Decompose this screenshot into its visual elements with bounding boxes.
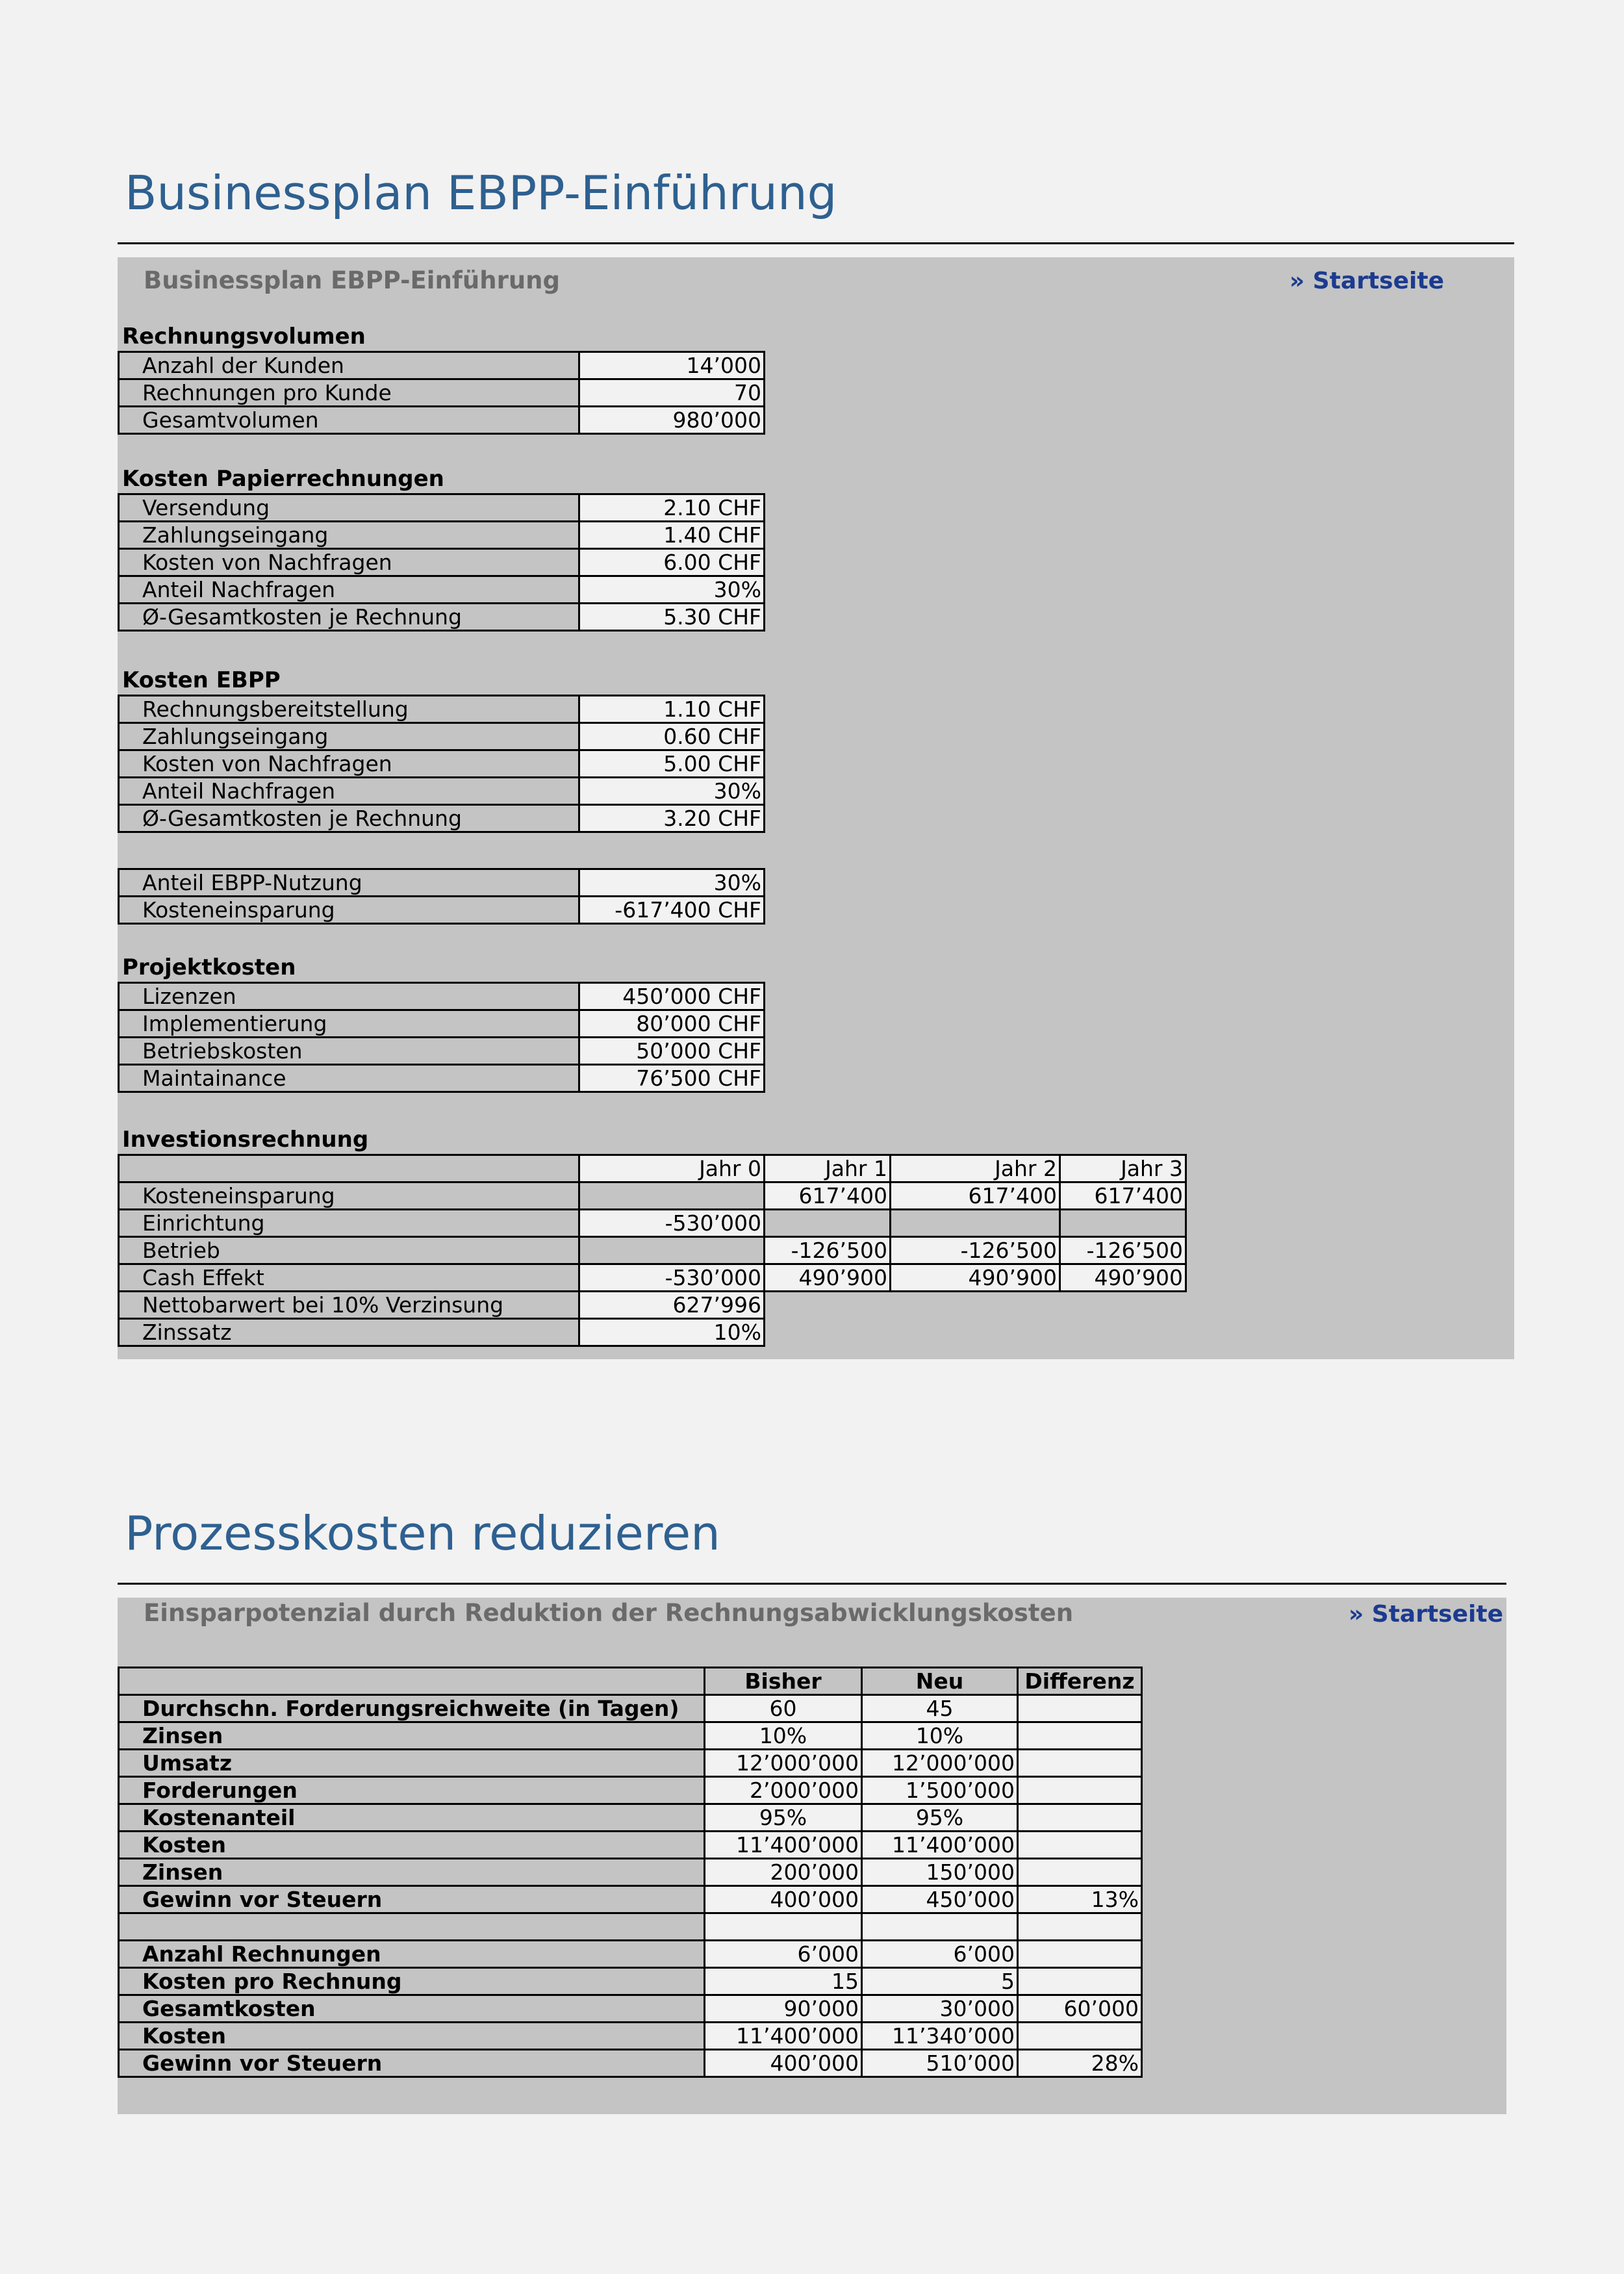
row-label: Anzahl der Kunden xyxy=(119,352,579,379)
row-value: -126’500 xyxy=(1060,1237,1186,1264)
row-value: 617’400 xyxy=(1060,1182,1186,1210)
row-value: 76’500 CHF xyxy=(579,1065,765,1092)
row-label: Lizenzen xyxy=(119,983,579,1010)
table-row xyxy=(119,750,765,778)
panel-title-einsparpotenzial: Einsparpotenzial durch Reduktion der Rechnungsabwicklungskosten xyxy=(144,1599,1074,1627)
table-row xyxy=(119,1995,1142,2023)
papierrechnungen-table xyxy=(118,493,765,632)
table-row xyxy=(119,1319,1186,1346)
row-value: 5.00 CHF xyxy=(579,750,765,778)
column-header: Bisher xyxy=(705,1668,862,1695)
table-row xyxy=(119,604,765,631)
row-value: 0.60 CHF xyxy=(579,723,765,750)
row-label: Cash Effekt xyxy=(119,1264,579,1292)
row-value: -530’000 xyxy=(579,1210,765,1237)
investitionsrechnung-heading: Investionsrechnung xyxy=(122,1127,369,1153)
row-value: 70 xyxy=(579,379,765,407)
table-row xyxy=(119,1065,765,1092)
row-value: -530’000 xyxy=(579,1264,765,1292)
neu-value: 11’340’000 xyxy=(862,2023,1018,2050)
bisher-value: 400’000 xyxy=(705,2050,862,2077)
row-value xyxy=(891,1210,1060,1237)
prozesskosten-table xyxy=(118,1667,1143,2078)
neu-value xyxy=(862,1913,1018,1941)
ebpp-nutzung-table xyxy=(118,868,765,925)
row-label: Rechnungsbereitstellung xyxy=(119,696,579,723)
row-value: -126’500 xyxy=(765,1237,891,1264)
neu-value: 450’000 xyxy=(862,1886,1018,1913)
row-label: Zahlungseingang xyxy=(119,522,579,549)
row-value: 627’996 xyxy=(579,1292,765,1319)
bisher-value: 400’000 xyxy=(705,1886,862,1913)
row-label: Anteil Nachfragen xyxy=(119,576,579,604)
neu-value: 1’500’000 xyxy=(862,1777,1018,1804)
bisher-value: 2’000’000 xyxy=(705,1777,862,1804)
table-row xyxy=(119,778,765,805)
row-value: 1.10 CHF xyxy=(579,696,765,723)
row-value: 30% xyxy=(579,576,765,604)
table-row xyxy=(119,494,765,522)
row-label: Anteil Nachfragen xyxy=(119,778,579,805)
table-row xyxy=(119,1695,1142,1722)
bisher-value: 12’000’000 xyxy=(705,1750,862,1777)
row-value: 2.10 CHF xyxy=(579,494,765,522)
neu-value: 510’000 xyxy=(862,2050,1018,2077)
row-value: 14’000 xyxy=(579,352,765,379)
table-row xyxy=(119,549,765,576)
differenz-value xyxy=(1018,1695,1142,1722)
startseite-link[interactable]: » Startseite xyxy=(1289,268,1444,294)
row-label: Kosten xyxy=(119,2023,705,2050)
table-row xyxy=(119,1237,1186,1264)
row-value: 450’000 CHF xyxy=(579,983,765,1010)
papierrechnungen-heading: Kosten Papierrechnungen xyxy=(122,466,444,492)
table-row xyxy=(119,869,765,897)
row-label: Kosten von Nachfragen xyxy=(119,750,579,778)
differenz-value xyxy=(1018,1722,1142,1750)
differenz-value xyxy=(1018,1777,1142,1804)
bisher-value: 10% xyxy=(705,1722,862,1750)
row-label: Gewinn vor Steuern xyxy=(119,2050,705,2077)
neu-value: 12’000’000 xyxy=(862,1750,1018,1777)
table-row xyxy=(119,1010,765,1038)
differenz-value: 60’000 xyxy=(1018,1995,1142,2023)
kosten-ebpp-table xyxy=(118,695,765,833)
table-row xyxy=(119,1941,1142,1968)
neu-value: 95% xyxy=(862,1804,1018,1832)
row-value xyxy=(765,1210,891,1237)
bisher-value: 6’000 xyxy=(705,1941,862,1968)
row-value: 80’000 CHF xyxy=(579,1010,765,1038)
row-label: Kosten pro Rechnung xyxy=(119,1968,705,1995)
table-header-row xyxy=(119,1668,1142,1695)
differenz-value xyxy=(1018,1941,1142,1968)
differenz-value: 13% xyxy=(1018,1886,1142,1913)
page-title: Businessplan EBPP-Einführung xyxy=(125,166,837,220)
column-header: Jahr 3 xyxy=(1060,1155,1186,1182)
table-row xyxy=(119,1292,1186,1319)
table-row xyxy=(119,696,765,723)
row-label: Ø-Gesamtkosten je Rechnung xyxy=(119,805,579,832)
title-divider xyxy=(118,242,1514,244)
row-label: Einrichtung xyxy=(119,1210,579,1237)
row-value: 490’900 xyxy=(891,1264,1060,1292)
table-row xyxy=(119,1722,1142,1750)
row-label: Rechnungen pro Kunde xyxy=(119,379,579,407)
row-label: Kosten von Nachfragen xyxy=(119,549,579,576)
table-row xyxy=(119,1750,1142,1777)
bisher-value: 15 xyxy=(705,1968,862,1995)
bisher-value: 11’400’000 xyxy=(705,2023,862,2050)
column-header: Neu xyxy=(862,1668,1018,1695)
panel-title: Businessplan EBPP-Einführung xyxy=(144,266,560,294)
row-label: Betrieb xyxy=(119,1237,579,1264)
row-label: Betriebskosten xyxy=(119,1038,579,1065)
projektkosten-heading: Projektkosten xyxy=(122,954,296,980)
table-row xyxy=(119,1210,1186,1237)
neu-value: 10% xyxy=(862,1722,1018,1750)
row-value xyxy=(1060,1210,1186,1237)
differenz-value xyxy=(1018,1804,1142,1832)
section-divider xyxy=(118,1583,1506,1585)
row-label: Kostenanteil xyxy=(119,1804,705,1832)
row-label: Umsatz xyxy=(119,1750,705,1777)
table-row xyxy=(119,723,765,750)
column-header: Jahr 0 xyxy=(579,1155,765,1182)
row-label: Anteil EBPP-Nutzung xyxy=(119,869,579,897)
table-row xyxy=(119,983,765,1010)
row-value: 50’000 CHF xyxy=(579,1038,765,1065)
row-label: Versendung xyxy=(119,494,579,522)
row-label xyxy=(119,1913,705,1941)
row-value xyxy=(579,1237,765,1264)
row-label: Anzahl Rechnungen xyxy=(119,1941,705,1968)
row-value: 6.00 CHF xyxy=(579,549,765,576)
neu-value: 5 xyxy=(862,1968,1018,1995)
rechnungsvolumen-heading: Rechnungsvolumen xyxy=(122,324,366,350)
table-row xyxy=(119,1777,1142,1804)
row-value: 3.20 CHF xyxy=(579,805,765,832)
table-row xyxy=(119,379,765,407)
table-row xyxy=(119,1038,765,1065)
row-label: Kosteneinsparung xyxy=(119,1182,579,1210)
row-label: Maintainance xyxy=(119,1065,579,1092)
table-row xyxy=(119,2050,1142,2077)
table-row xyxy=(119,2023,1142,2050)
row-label: Nettobarwert bei 10% Verzinsung xyxy=(119,1292,579,1319)
column-header: Jahr 1 xyxy=(765,1155,891,1182)
table-row xyxy=(119,1264,1186,1292)
row-value: 617’400 xyxy=(891,1182,1060,1210)
row-value: -126’500 xyxy=(891,1237,1060,1264)
table-header-row xyxy=(119,1155,1186,1182)
row-label: Zinsen xyxy=(119,1722,705,1750)
bisher-value: 90’000 xyxy=(705,1995,862,2023)
table-row xyxy=(119,407,765,434)
section-title-prozesskosten: Prozesskosten reduzieren xyxy=(125,1506,720,1561)
table-row xyxy=(119,805,765,832)
bisher-value: 95% xyxy=(705,1804,862,1832)
row-value xyxy=(579,1182,765,1210)
differenz-value xyxy=(1018,1859,1142,1886)
table-row xyxy=(119,1968,1142,1995)
row-label: Zinsen xyxy=(119,1859,705,1886)
row-label: Kosten xyxy=(119,1832,705,1859)
neu-value: 30’000 xyxy=(862,1995,1018,2023)
table-row xyxy=(119,576,765,604)
table-row xyxy=(119,1859,1142,1886)
neu-value: 150’000 xyxy=(862,1859,1018,1886)
row-label: Durchschn. Forderungsreichweite (in Tagen) xyxy=(119,1695,705,1722)
row-label: Forderungen xyxy=(119,1777,705,1804)
row-value: -617’400 CHF xyxy=(579,897,765,924)
row-value: 490’900 xyxy=(765,1264,891,1292)
rechnungsvolumen-table xyxy=(118,351,765,435)
row-value: 5.30 CHF xyxy=(579,604,765,631)
table-row xyxy=(119,522,765,549)
projektkosten-table xyxy=(118,982,765,1093)
row-value: 980’000 xyxy=(579,407,765,434)
row-value: 30% xyxy=(579,869,765,897)
differenz-value xyxy=(1018,2023,1142,2050)
differenz-value xyxy=(1018,1750,1142,1777)
row-label: Gewinn vor Steuern xyxy=(119,1886,705,1913)
row-value: 617’400 xyxy=(765,1182,891,1210)
table-row xyxy=(119,352,765,379)
differenz-value xyxy=(1018,1832,1142,1859)
investitionsrechnung-table xyxy=(118,1154,1187,1347)
neu-value: 6’000 xyxy=(862,1941,1018,1968)
row-label: Ø-Gesamtkosten je Rechnung xyxy=(119,604,579,631)
header-empty-cell xyxy=(119,1668,705,1695)
bisher-value: 60 xyxy=(705,1695,862,1722)
row-label: Implementierung xyxy=(119,1010,579,1038)
column-header: Jahr 2 xyxy=(891,1155,1060,1182)
table-row xyxy=(119,1913,1142,1941)
table-row xyxy=(119,1886,1142,1913)
row-label: Zinssatz xyxy=(119,1319,579,1346)
bisher-value xyxy=(705,1913,862,1941)
kosten-ebpp-heading: Kosten EBPP xyxy=(122,667,281,693)
differenz-value xyxy=(1018,1968,1142,1995)
table-row xyxy=(119,1832,1142,1859)
header-empty-cell xyxy=(119,1155,579,1182)
row-label: Gesamtvolumen xyxy=(119,407,579,434)
neu-value: 45 xyxy=(862,1695,1018,1722)
row-value: 490’900 xyxy=(1060,1264,1186,1292)
bisher-value: 200’000 xyxy=(705,1859,862,1886)
row-label: Kosteneinsparung xyxy=(119,897,579,924)
table-row xyxy=(119,1182,1186,1210)
startseite-link-2[interactable]: » Startseite xyxy=(1349,1601,1503,1628)
row-label: Gesamtkosten xyxy=(119,1995,705,2023)
row-value: 1.40 CHF xyxy=(579,522,765,549)
bisher-value: 11’400’000 xyxy=(705,1832,862,1859)
row-value: 10% xyxy=(579,1319,765,1346)
table-row xyxy=(119,1804,1142,1832)
table-row xyxy=(119,897,765,924)
differenz-value: 28% xyxy=(1018,2050,1142,2077)
row-label: Zahlungseingang xyxy=(119,723,579,750)
row-value: 30% xyxy=(579,778,765,805)
differenz-value xyxy=(1018,1913,1142,1941)
column-header: Differenz xyxy=(1018,1668,1142,1695)
neu-value: 11’400’000 xyxy=(862,1832,1018,1859)
